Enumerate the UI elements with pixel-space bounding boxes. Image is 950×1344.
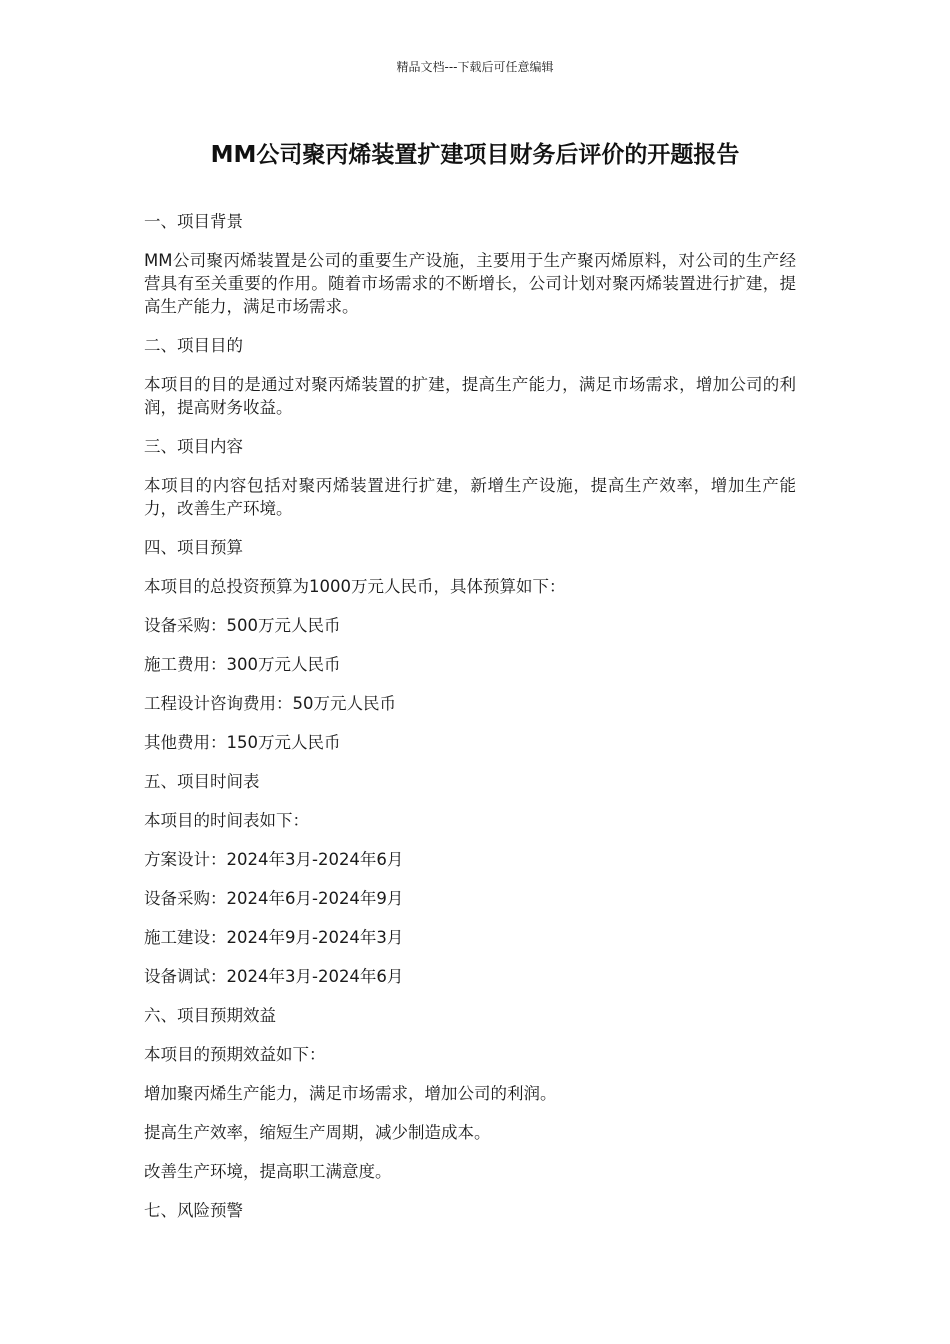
benefit-item: 增加聚丙烯生产能力，满足市场需求，增加公司的利润。: [144, 1084, 557, 1103]
budget-intro: 本项目的总投资预算为1000万元人民币，具体预算如下：: [144, 577, 566, 596]
section-body-purpose: 本项目的目的是通过对聚丙烯装置的扩建，提高生产能力，满足市场需求，增加公司的利润，提高财务收益。: [144, 375, 796, 417]
section-heading-purpose: 二、项目目的: [144, 336, 243, 355]
budget-item: 工程设计咨询费用：50万元人民币: [144, 694, 396, 713]
budget-item: 其他费用：150万元人民币: [144, 733, 341, 752]
page-header: 精品文档---下载后可任意编辑: [396, 60, 554, 74]
section-heading-background: 一、项目背景: [144, 212, 243, 231]
schedule-item: 施工建设：2024年9月-2024年3月: [144, 928, 404, 947]
schedule-intro: 本项目的时间表如下：: [144, 811, 309, 830]
section-heading-risk: 七、风险预警: [144, 1201, 243, 1220]
section-body-background: MM公司聚丙烯装置是公司的重要生产设施，主要用于生产聚丙烯原料，对公司的生产经营具有至关重要的作用。随着市场需求的不断增长，公司计划对聚丙烯装置进行扩建，提高生产能力，满足市场需求。: [144, 251, 796, 316]
document-title: MM公司聚丙烯装置扩建项目财务后评价的开题报告: [210, 142, 740, 168]
schedule-item: 方案设计：2024年3月-2024年6月: [144, 850, 404, 869]
schedule-item: 设备采购：2024年6月-2024年9月: [144, 889, 404, 908]
section-heading-benefits: 六、项目预期效益: [144, 1006, 276, 1025]
budget-item: 设备采购：500万元人民币: [144, 616, 341, 635]
document-body: [144, 210, 796, 1238]
schedule-item: 设备调试：2024年3月-2024年6月: [144, 967, 404, 986]
section-body-content: 本项目的内容包括对聚丙烯装置进行扩建，新增生产设施，提高生产效率，增加生产能力，改善生产环境。: [144, 476, 796, 518]
benefit-item: 改善生产环境，提高职工满意度。: [144, 1162, 392, 1181]
benefits-intro: 本项目的预期效益如下：: [144, 1045, 326, 1064]
budget-item: 施工费用：300万元人民币: [144, 655, 341, 674]
benefit-item: 提高生产效率，缩短生产周期，减少制造成本。: [144, 1123, 491, 1142]
section-heading-schedule: 五、项目时间表: [144, 772, 260, 791]
section-heading-budget: 四、项目预算: [144, 538, 243, 557]
section-heading-content: 三、项目内容: [144, 437, 243, 456]
